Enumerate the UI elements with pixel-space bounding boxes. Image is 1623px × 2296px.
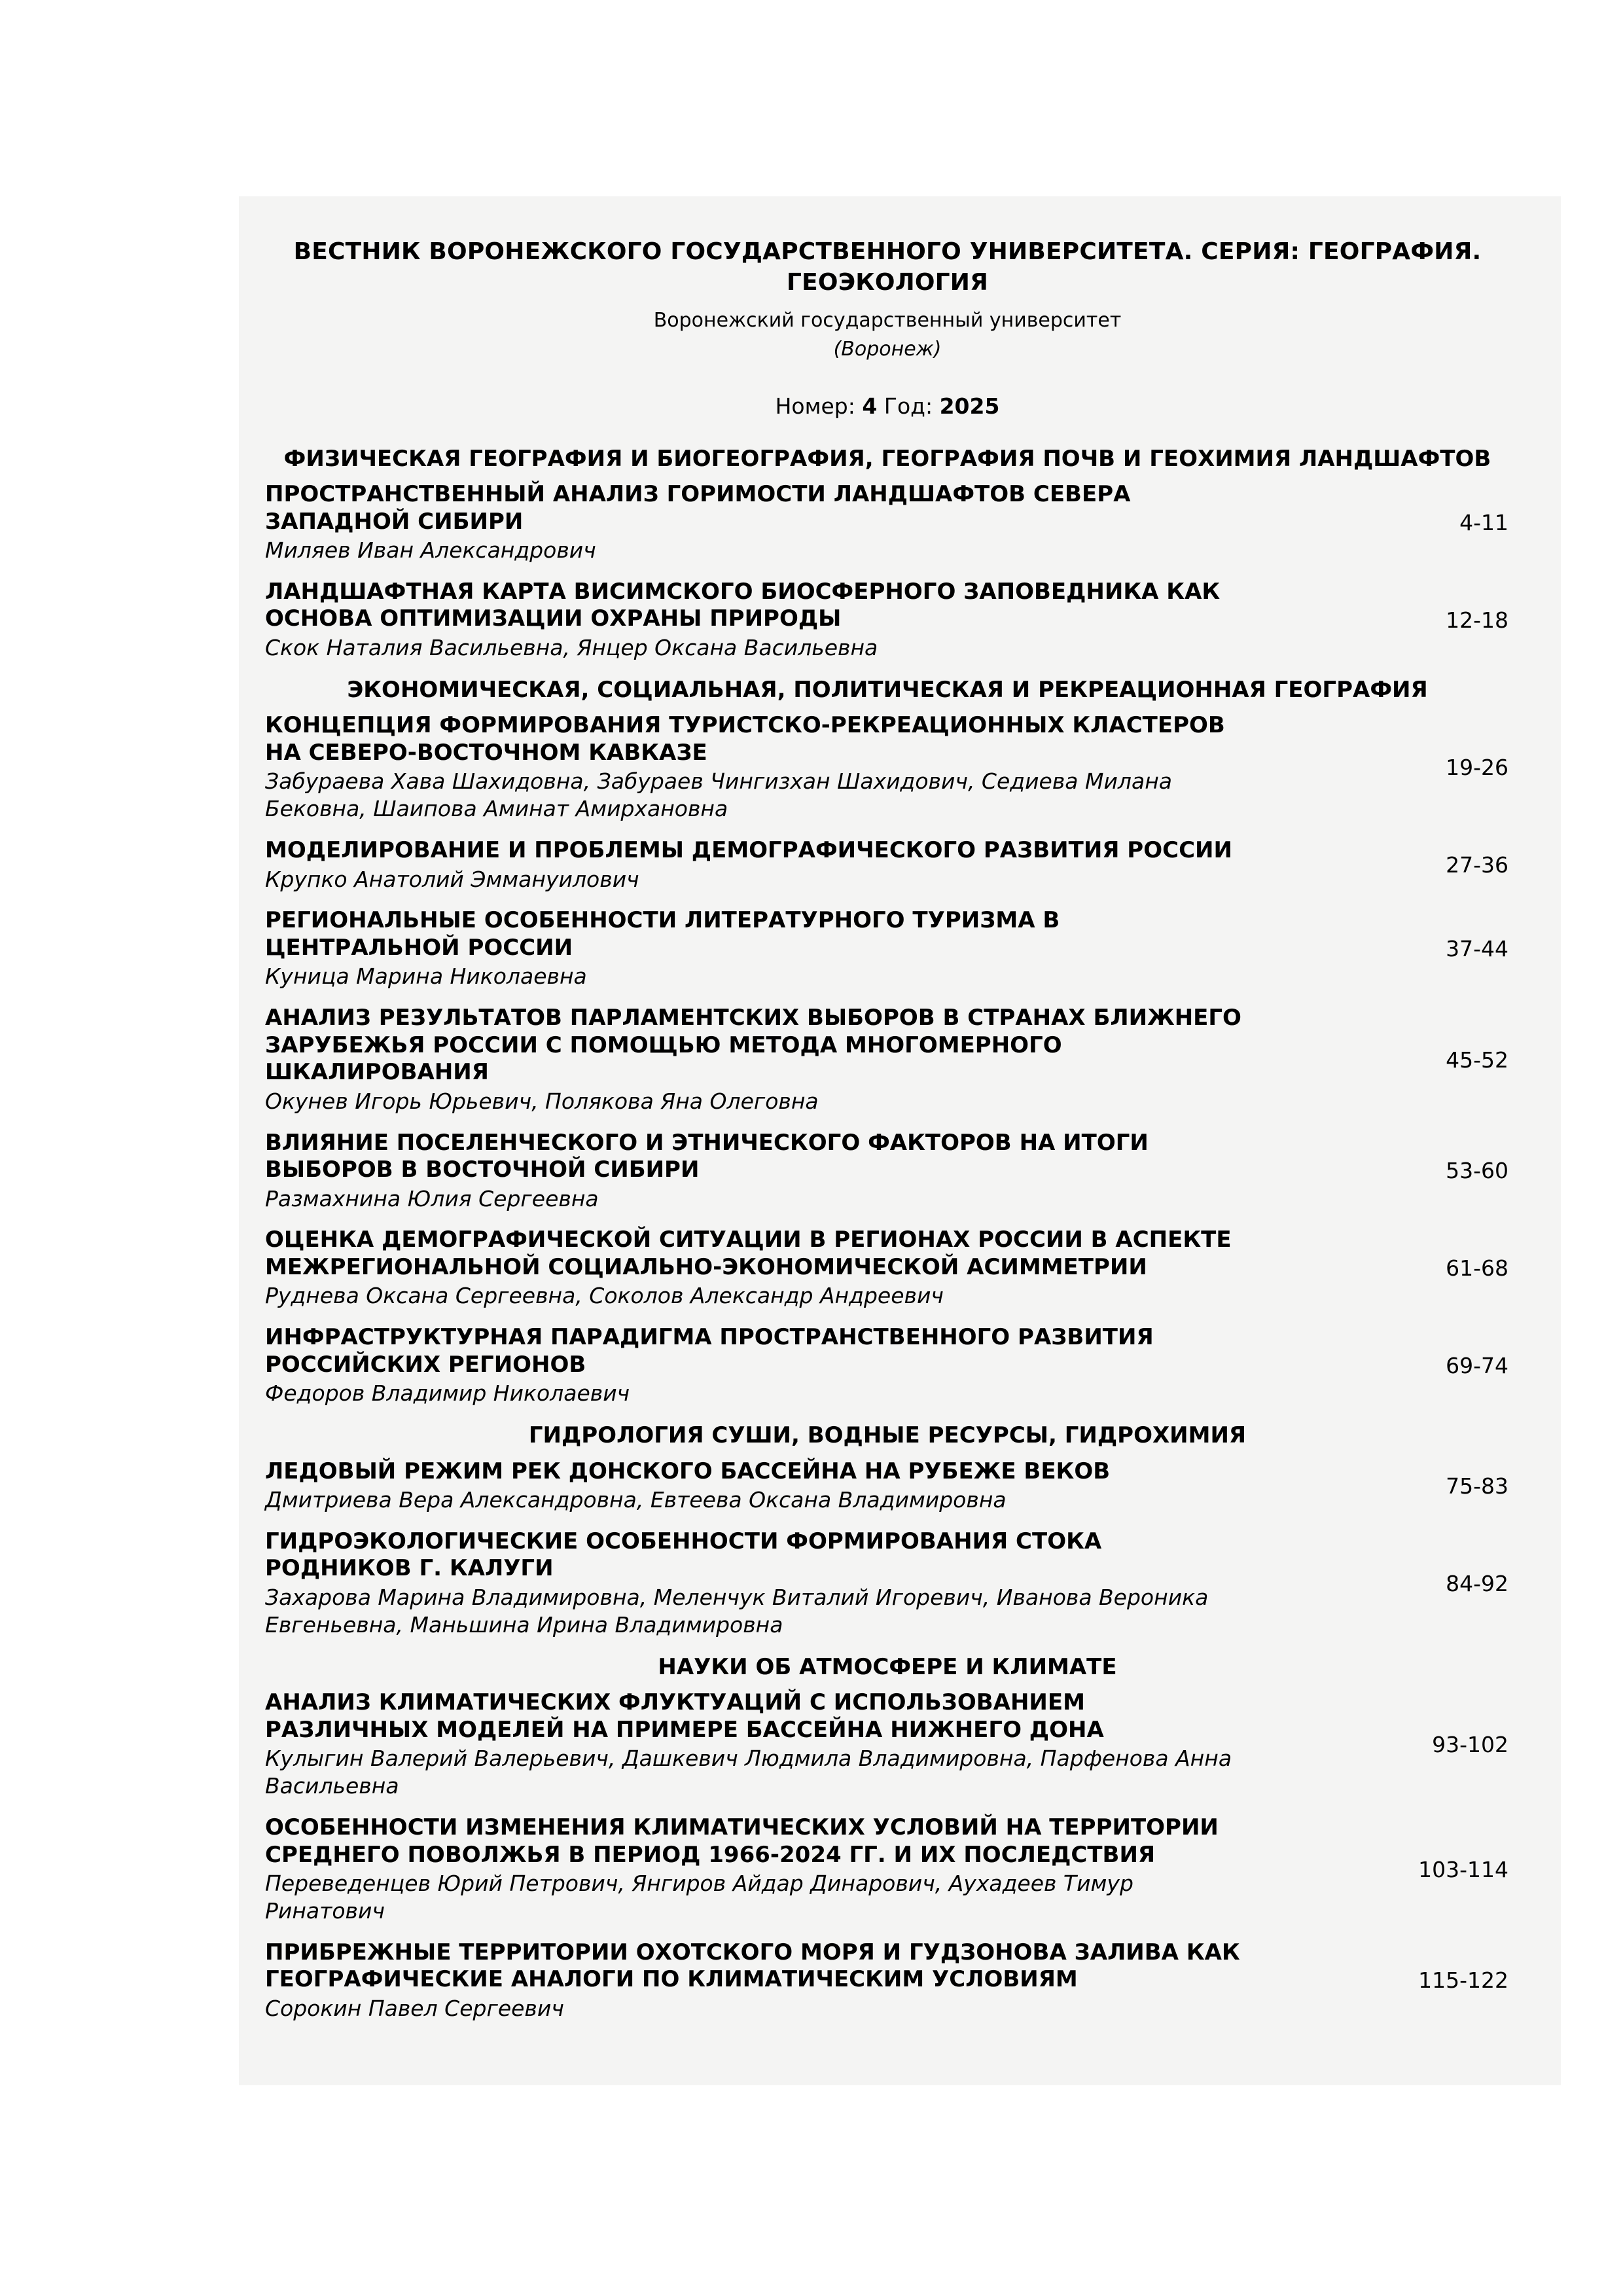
article-pages: 75-83 [1446,1473,1508,1499]
article-authors: Федоров Владимир Николаевич [265,1380,630,1407]
article-pages: 4-11 [1459,509,1508,535]
section-articles [265,481,1510,662]
issue-value: 4 [862,393,878,419]
toc-section [265,1653,1510,2022]
article-pages: 27-36 [1446,852,1508,878]
toc-entry[interactable] [265,1324,1510,1407]
entry-main [265,1814,1247,1925]
toc-entry[interactable] [265,1939,1510,2022]
section-heading: НАУКИ ОБ АТМОСФЕРЕ И КЛИМАТЕ [658,1653,1117,1680]
article-title[interactable]: ОЦЕНКА ДЕМОГРАФИЧЕСКОЙ СИТУАЦИИ В РЕГИОНАХ РОССИИ В АСПЕКТЕ МЕЖРЕГИОНАЛЬНОЙ СОЦИАЛЬНО-ЭКОНОМИЧЕСКОЙ АСИММЕТРИИ [265,1227,1232,1280]
toc-entry[interactable] [265,1814,1510,1925]
article-authors: Переведенцев Юрий Петрович, Янгиров Айдар Динарович, Аухадеев Тимур Ринатович [265,1870,1133,1924]
section-articles [265,1458,1510,1639]
toc-entry[interactable] [265,1458,1510,1514]
section-heading: ГИДРОЛОГИЯ СУШИ, ВОДНЫЕ РЕСУРСЫ, ГИДРОХИМИЯ [528,1422,1247,1449]
article-authors: Забураева Хава Шахидовна, Забураев Чингизхан Шахидович, Седиева Милана Бековна, Шаипова Аминат Амирхановна [265,768,1173,822]
toc-sheet [239,196,1561,2085]
entry-main [265,579,1247,662]
article-authors: Миляев Иван Александрович [265,537,596,564]
toc-entry[interactable] [265,1689,1510,1800]
article-pages: 93-102 [1432,1731,1508,1757]
section-articles [265,712,1510,1407]
article-pages: 45-52 [1446,1047,1508,1073]
entry-main [265,837,1247,893]
toc-entry[interactable] [265,712,1510,823]
journal-title: ВЕСТНИК ВОРОНЕЖСКОГО ГОСУДАРСТВЕННОГО УНИВЕРСИТЕТА. СЕРИЯ: ГЕОГРАФИЯ. ГЕОЭКОЛОГИЯ [293,238,1482,296]
article-authors: Кулыгин Валерий Валерьевич, Дашкевич Людмила Владимировна, Парфенова Анна Васильевна [265,1746,1232,1799]
entry-main [265,1130,1247,1213]
toc-entry[interactable] [265,1005,1510,1115]
article-pages: 61-68 [1446,1255,1508,1282]
article-authors: Окунев Игорь Юрьевич, Полякова Яна Олеговна [265,1088,819,1114]
toc-section [265,676,1510,1407]
entry-main [265,1689,1247,1800]
article-authors: Скок Наталия Васильевна, Янцер Оксана Васильевна [265,634,878,660]
issue-label: Номер: [775,393,855,419]
article-title[interactable]: РЕГИОНАЛЬНЫЕ ОСОБЕННОСТИ ЛИТЕРАТУРНОГО ТУРИЗМА В ЦЕНТРАЛЬНОЙ РОССИИ [265,907,1060,961]
journal-city: (Воронеж) [833,338,942,361]
article-title[interactable]: КОНЦЕПЦИЯ ФОРМИРОВАНИЯ ТУРИСТСКО-РЕКРЕАЦИОННЫХ КЛАСТЕРОВ НА СЕВЕРО-ВОСТОЧНОМ КАВКАЗЕ [265,712,1225,766]
article-pages: 37-44 [1446,936,1508,962]
section-heading: ФИЗИЧЕСКАЯ ГЕОГРАФИЯ И БИОГЕОГРАФИЯ, ГЕОГРАФИЯ ПОЧВ И ГЕОХИМИЯ ЛАНДШАФТОВ [283,445,1491,472]
article-authors: Сорокин Павел Сергеевич [265,1995,564,2021]
article-authors: Куница Марина Николаевна [265,963,587,990]
toc-entry[interactable] [265,481,1510,564]
entry-main [265,1227,1247,1310]
section-articles [265,1689,1510,2022]
article-pages: 53-60 [1446,1158,1508,1184]
article-pages: 12-18 [1446,607,1508,633]
article-authors: Захарова Марина Владимировна, Меленчук Виталий Игоревич, Иванова Вероника Евгеньевна, Маньшина Ирина Владимировна [265,1584,1209,1638]
section-heading: ЭКОНОМИЧЕСКАЯ, СОЦИАЛЬНАЯ, ПОЛИТИЧЕСКАЯ И РЕКРЕАЦИОННАЯ ГЕОГРАФИЯ [347,676,1428,703]
toc-entry[interactable] [265,1227,1510,1310]
toc-entry[interactable] [265,837,1510,893]
article-title[interactable]: ИНФРАСТРУКТУРНАЯ ПАРАДИГМА ПРОСТРАНСТВЕННОГО РАЗВИТИЯ РОССИЙСКИХ РЕГИОНОВ [265,1324,1154,1378]
year-label: Год: [883,393,933,419]
entry-main [265,1005,1247,1115]
toc-entry[interactable] [265,1130,1510,1213]
article-title[interactable]: ЛЕДОВЫЙ РЕЖИМ РЕК ДОНСКОГО БАССЕЙНА НА РУБЕЖЕ ВЕКОВ [265,1458,1111,1484]
entry-main [265,1324,1247,1407]
article-pages: 103-114 [1418,1856,1508,1882]
article-pages: 84-92 [1446,1570,1508,1596]
article-title[interactable]: АНАЛИЗ КЛИМАТИЧЕСКИХ ФЛУКТУАЦИЙ С ИСПОЛЬЗОВАНИЕМ РАЗЛИЧНЫХ МОДЕЛЕЙ НА ПРИМЕРЕ БАССЕЙНА НИЖНЕГО ДОНА [265,1689,1104,1743]
toc-list [265,445,1510,2022]
toc-section [265,445,1510,662]
article-title[interactable]: ЛАНДШАФТНАЯ КАРТА ВИСИМСКОГО БИОСФЕРНОГО ЗАПОВЕДНИКА КАК ОСНОВА ОПТИМИЗАЦИИ ОХРАНЫ ПРИРОДЫ [265,578,1221,632]
article-title[interactable]: ВЛИЯНИЕ ПОСЕЛЕНЧЕСКОГО И ЭТНИЧЕСКОГО ФАКТОРОВ НА ИТОГИ ВЫБОРОВ В ВОСТОЧНОЙ СИБИРИ [265,1129,1149,1183]
entry-main [265,907,1247,990]
entry-main [265,712,1247,823]
entry-main [265,481,1247,564]
article-title[interactable]: ПРОСТРАНСТВЕННЫЙ АНАЛИЗ ГОРИМОСТИ ЛАНДШАФТОВ СЕВЕРА ЗАПАДНОЙ СИБИРИ [265,481,1131,535]
article-authors: Крупко Анатолий Эммануилович [265,866,639,892]
article-title[interactable]: МОДЕЛИРОВАНИЕ И ПРОБЛЕМЫ ДЕМОГРАФИЧЕСКОГО РАЗВИТИЯ РОССИИ [265,837,1232,864]
journal-affiliation: Воронежский государственный университет [653,308,1122,332]
issue-year-line [265,393,1510,419]
toc-entry[interactable] [265,907,1510,990]
toc-section [265,1422,1510,1639]
entry-main [265,1939,1247,2022]
article-title[interactable]: ОСОБЕННОСТИ ИЗМЕНЕНИЯ КЛИМАТИЧЕСКИХ УСЛОВИЙ НА ТЕРРИТОРИИ СРЕДНЕГО ПОВОЛЖЬЯ В ПЕРИОД 1966-2024 ГГ. И ИХ ПОСЛЕДСТВИЯ [265,1814,1219,1868]
toc-entry[interactable] [265,1528,1510,1639]
article-authors: Руднева Оксана Сергеевна, Соколов Александр Андреевич [265,1283,944,1309]
article-pages: 115-122 [1418,1967,1508,1994]
toc-entry[interactable] [265,579,1510,662]
article-title[interactable]: АНАЛИЗ РЕЗУЛЬТАТОВ ПАРЛАМЕНТСКИХ ВЫБОРОВ В СТРАНАХ БЛИЖНЕГО ЗАРУБЕЖЬЯ РОССИИ С ПОМОЩЬЮ МЕТОДА МНОГОМЕРНОГО ШКАЛИРОВАНИЯ [265,1005,1241,1086]
article-pages: 69-74 [1446,1352,1508,1378]
article-title[interactable]: ГИДРОЭКОЛОГИЧЕСКИЕ ОСОБЕННОСТИ ФОРМИРОВАНИЯ СТОКА РОДНИКОВ Г. КАЛУГИ [265,1528,1102,1582]
article-title[interactable]: ПРИБРЕЖНЫЕ ТЕРРИТОРИИ ОХОТСКОГО МОРЯ И ГУДЗОНОВА ЗАЛИВА КАК ГЕОГРАФИЧЕСКИЕ АНАЛОГИ ПО КЛИМАТИЧЕСКИМ УСЛОВИЯМ [265,1939,1240,1993]
article-authors: Размахнина Юлия Сергеевна [265,1185,599,1211]
year-value: 2025 [939,393,1000,419]
entry-main [265,1458,1247,1514]
article-authors: Дмитриева Вера Александровна, Евтеева Оксана Владимировна [265,1487,1007,1513]
entry-main [265,1528,1247,1639]
article-pages: 19-26 [1446,754,1508,780]
